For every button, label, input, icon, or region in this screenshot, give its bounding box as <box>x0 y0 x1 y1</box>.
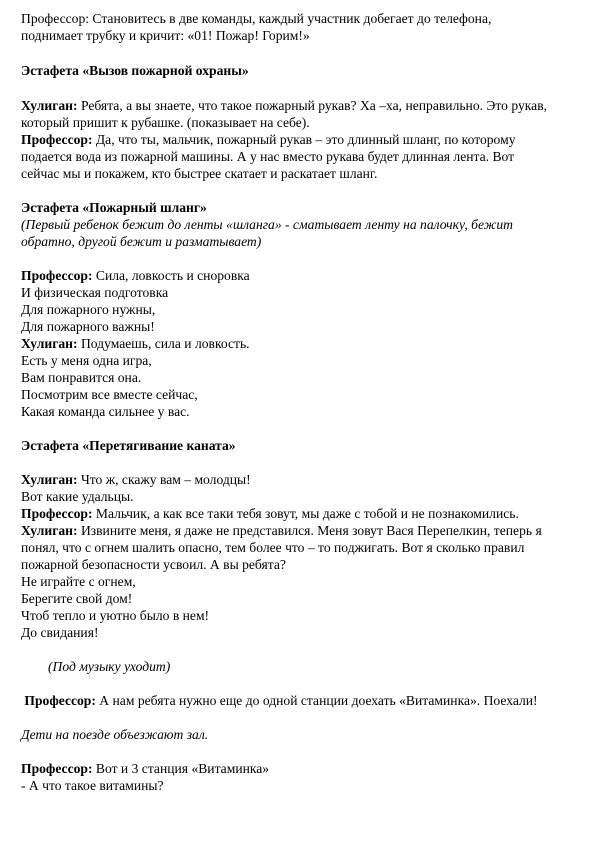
text-line: Посмотрим все вместе сейчас, <box>21 387 198 402</box>
text-line <box>21 692 581 709</box>
text-line: Чтоб тепло и уютно было в нем! <box>21 608 210 623</box>
speaker-label: Профессор: <box>21 506 93 521</box>
text-line <box>21 335 581 352</box>
text-line: И физическая подготовка <box>21 285 169 300</box>
stage-direction <box>21 658 581 675</box>
text-line: - А что такое витамины? <box>21 778 164 793</box>
speech-text: Что ж, скажу вам – молодцы! <box>77 472 251 487</box>
speaker-label: Профессор: <box>21 268 93 283</box>
speech-text: Вот и 3 станция «Витаминка» <box>92 761 270 776</box>
text-line: подается вода из пожарной машины. А у нас вместо рукава будет длинная лента. Вот <box>21 149 515 164</box>
speech-text: Подумаешь, сила и ловкость. <box>77 336 250 351</box>
stage-direction-text: (Под музыку уходит) <box>48 659 171 674</box>
stage-direction <box>21 726 581 743</box>
text-line: Вам понравится она. <box>21 370 142 385</box>
text-line <box>21 267 581 284</box>
speech-text: Извините меня, я даже не представился. Меня зовут Вася Перепелкин, теперь я <box>77 523 542 538</box>
stage-direction-text: Дети на поезде объезжают зал. <box>21 727 209 742</box>
relay-title-text: Эстафета «Пожарный шланг» <box>21 200 207 215</box>
relay-title <box>21 199 581 216</box>
relay-title <box>21 62 581 79</box>
speaker-label: Хулиган: <box>21 472 78 487</box>
text-line <box>21 760 581 777</box>
speaker-label: Профессор: <box>24 693 96 708</box>
text-line: Какая команда сильнее у вас. <box>21 404 190 419</box>
stage-direction <box>21 233 581 250</box>
speaker-label: Хулиган: <box>21 336 78 351</box>
relay-title <box>21 437 581 454</box>
speaker-label: Профессор: <box>21 761 93 776</box>
text-line: Профессор: Становитесь в две команды, каждый участник добегает до телефона, <box>21 11 492 26</box>
speaker-label: Хулиган: <box>21 98 78 113</box>
text-line: Вот какие удальцы. <box>21 489 134 504</box>
stage-direction-text: обратно, другой бежит и разматывает) <box>21 234 262 249</box>
speaker-label: Профессор: <box>21 132 93 147</box>
text-line <box>21 505 581 522</box>
relay-title-text: Эстафета «Перетягивание каната» <box>21 438 236 453</box>
speech-text: Сила, ловкость и сноровка <box>92 268 250 283</box>
text-line <box>21 471 581 488</box>
text-line <box>21 97 581 114</box>
stage-direction-text: (Первый ребенок бежит до ленты «шланга» - сматывает ленту на палочку, бежит <box>21 217 513 232</box>
text-line: сейчас мы и покажем, кто быстрее скатает и раскатает шланг. <box>21 166 378 181</box>
text-line: понял, что с огнем шалить опасно, тем более что – то поджигать. Вот я сколько правил <box>21 540 525 555</box>
relay-title-text: Эстафета «Вызов пожарной охраны» <box>21 63 249 78</box>
text-line: пожарной безопасности усвоил. А вы ребята? <box>21 557 286 572</box>
speech-text: Да, что ты, мальчик, пожарный рукав – это длинный шланг, по которому <box>92 132 516 147</box>
text-line: До свидания! <box>21 625 99 640</box>
text-line <box>21 522 581 539</box>
text-line: Берегите свой дом! <box>21 591 133 606</box>
speech-text: Мальчик, а как все таки тебя зовут, мы даже с тобой и не познакомились. <box>92 506 519 521</box>
text-line: который пришит к рубашке. (показывает на себе). <box>21 115 310 130</box>
document-page <box>21 10 581 794</box>
text-line: Есть у меня одна игра, <box>21 353 152 368</box>
speech-text: Ребята, а вы знаете, что такое пожарный рукав? Ха –ха, неправильно. Это рукав, <box>77 98 548 113</box>
stage-direction <box>21 216 581 233</box>
speech-text: А нам ребята нужно еще до одной станции доехать «Витаминка». Поехали! <box>95 693 538 708</box>
text-line: Не играйте с огнем, <box>21 574 136 589</box>
speaker-label: Хулиган: <box>21 523 78 538</box>
text-line: поднимает трубку и кричит: «01! Пожар! Горим!» <box>21 28 310 43</box>
text-line: Для пожарного важны! <box>21 319 155 334</box>
text-line: Для пожарного нужны, <box>21 302 156 317</box>
text-line <box>21 131 581 148</box>
